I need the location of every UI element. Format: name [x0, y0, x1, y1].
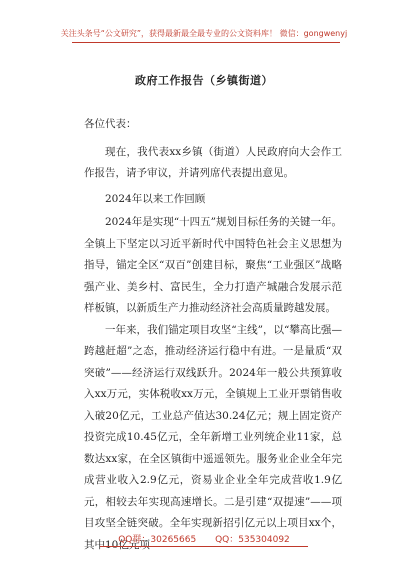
salutation: 各位代表：	[84, 118, 137, 130]
document-body	[84, 114, 342, 556]
qq-group: QQ群：30265665	[118, 535, 197, 545]
footer-contact	[0, 532, 408, 545]
body-paragraph-2: 一年来，我们锚定项目攻坚“主线”，以“攀高比强—跨越赶超”之态，推动经济运行稳中有进。一是量质“双突破”——经济运行双线跃升。2024年一般公共预算收入xx万元，实体税收xx万元，全镇规上工业开票销售收入破20亿元，工业总产值达30.24亿元；规上固定资产投资完成10.45亿元，全年新增工业列统企业11家，总数达xx家，在全区镇街中遥遥领先。服务业企业全年完成营业收入2.9亿元，资易业企业全年完成营收1.9亿元，相较去年实现高速增长。二是引建“双提速”——项目攻坚全链突破。全年实现新招引亿元以上项目xx个，其中10亿元项	[84, 323, 342, 551]
body-paragraph-1: 2024年是实现“十四五”规划目标任务的关键一年。全镇上下坚定以习近平新时代中国特色社会主义思想为指导，锚定全区“双百”创建目标，聚焦“工业强区”战略强产业、美乡村、富民生，全力打造产城融合发展示范样板镇，以新质生产力推动经济社会高质量跨越发展。	[84, 216, 342, 314]
document-title: 政府工作报告（乡镇街道）	[135, 74, 273, 87]
header-divider	[72, 42, 340, 43]
footer-divider	[100, 546, 308, 547]
qq-number: QQ：535304092	[215, 535, 290, 545]
intro-paragraph: 现在，我代表xx乡镇（街道）人民政府向大会作工作报告，请予审议，并请列席代表提出意见。	[84, 145, 342, 179]
header-banner: 关注头条号“公文研究”，获得最新最全最专业的公文资料库！ 微信：gongwenyj	[60, 29, 348, 38]
section-heading: 2024年以来工作回顾	[105, 192, 206, 205]
